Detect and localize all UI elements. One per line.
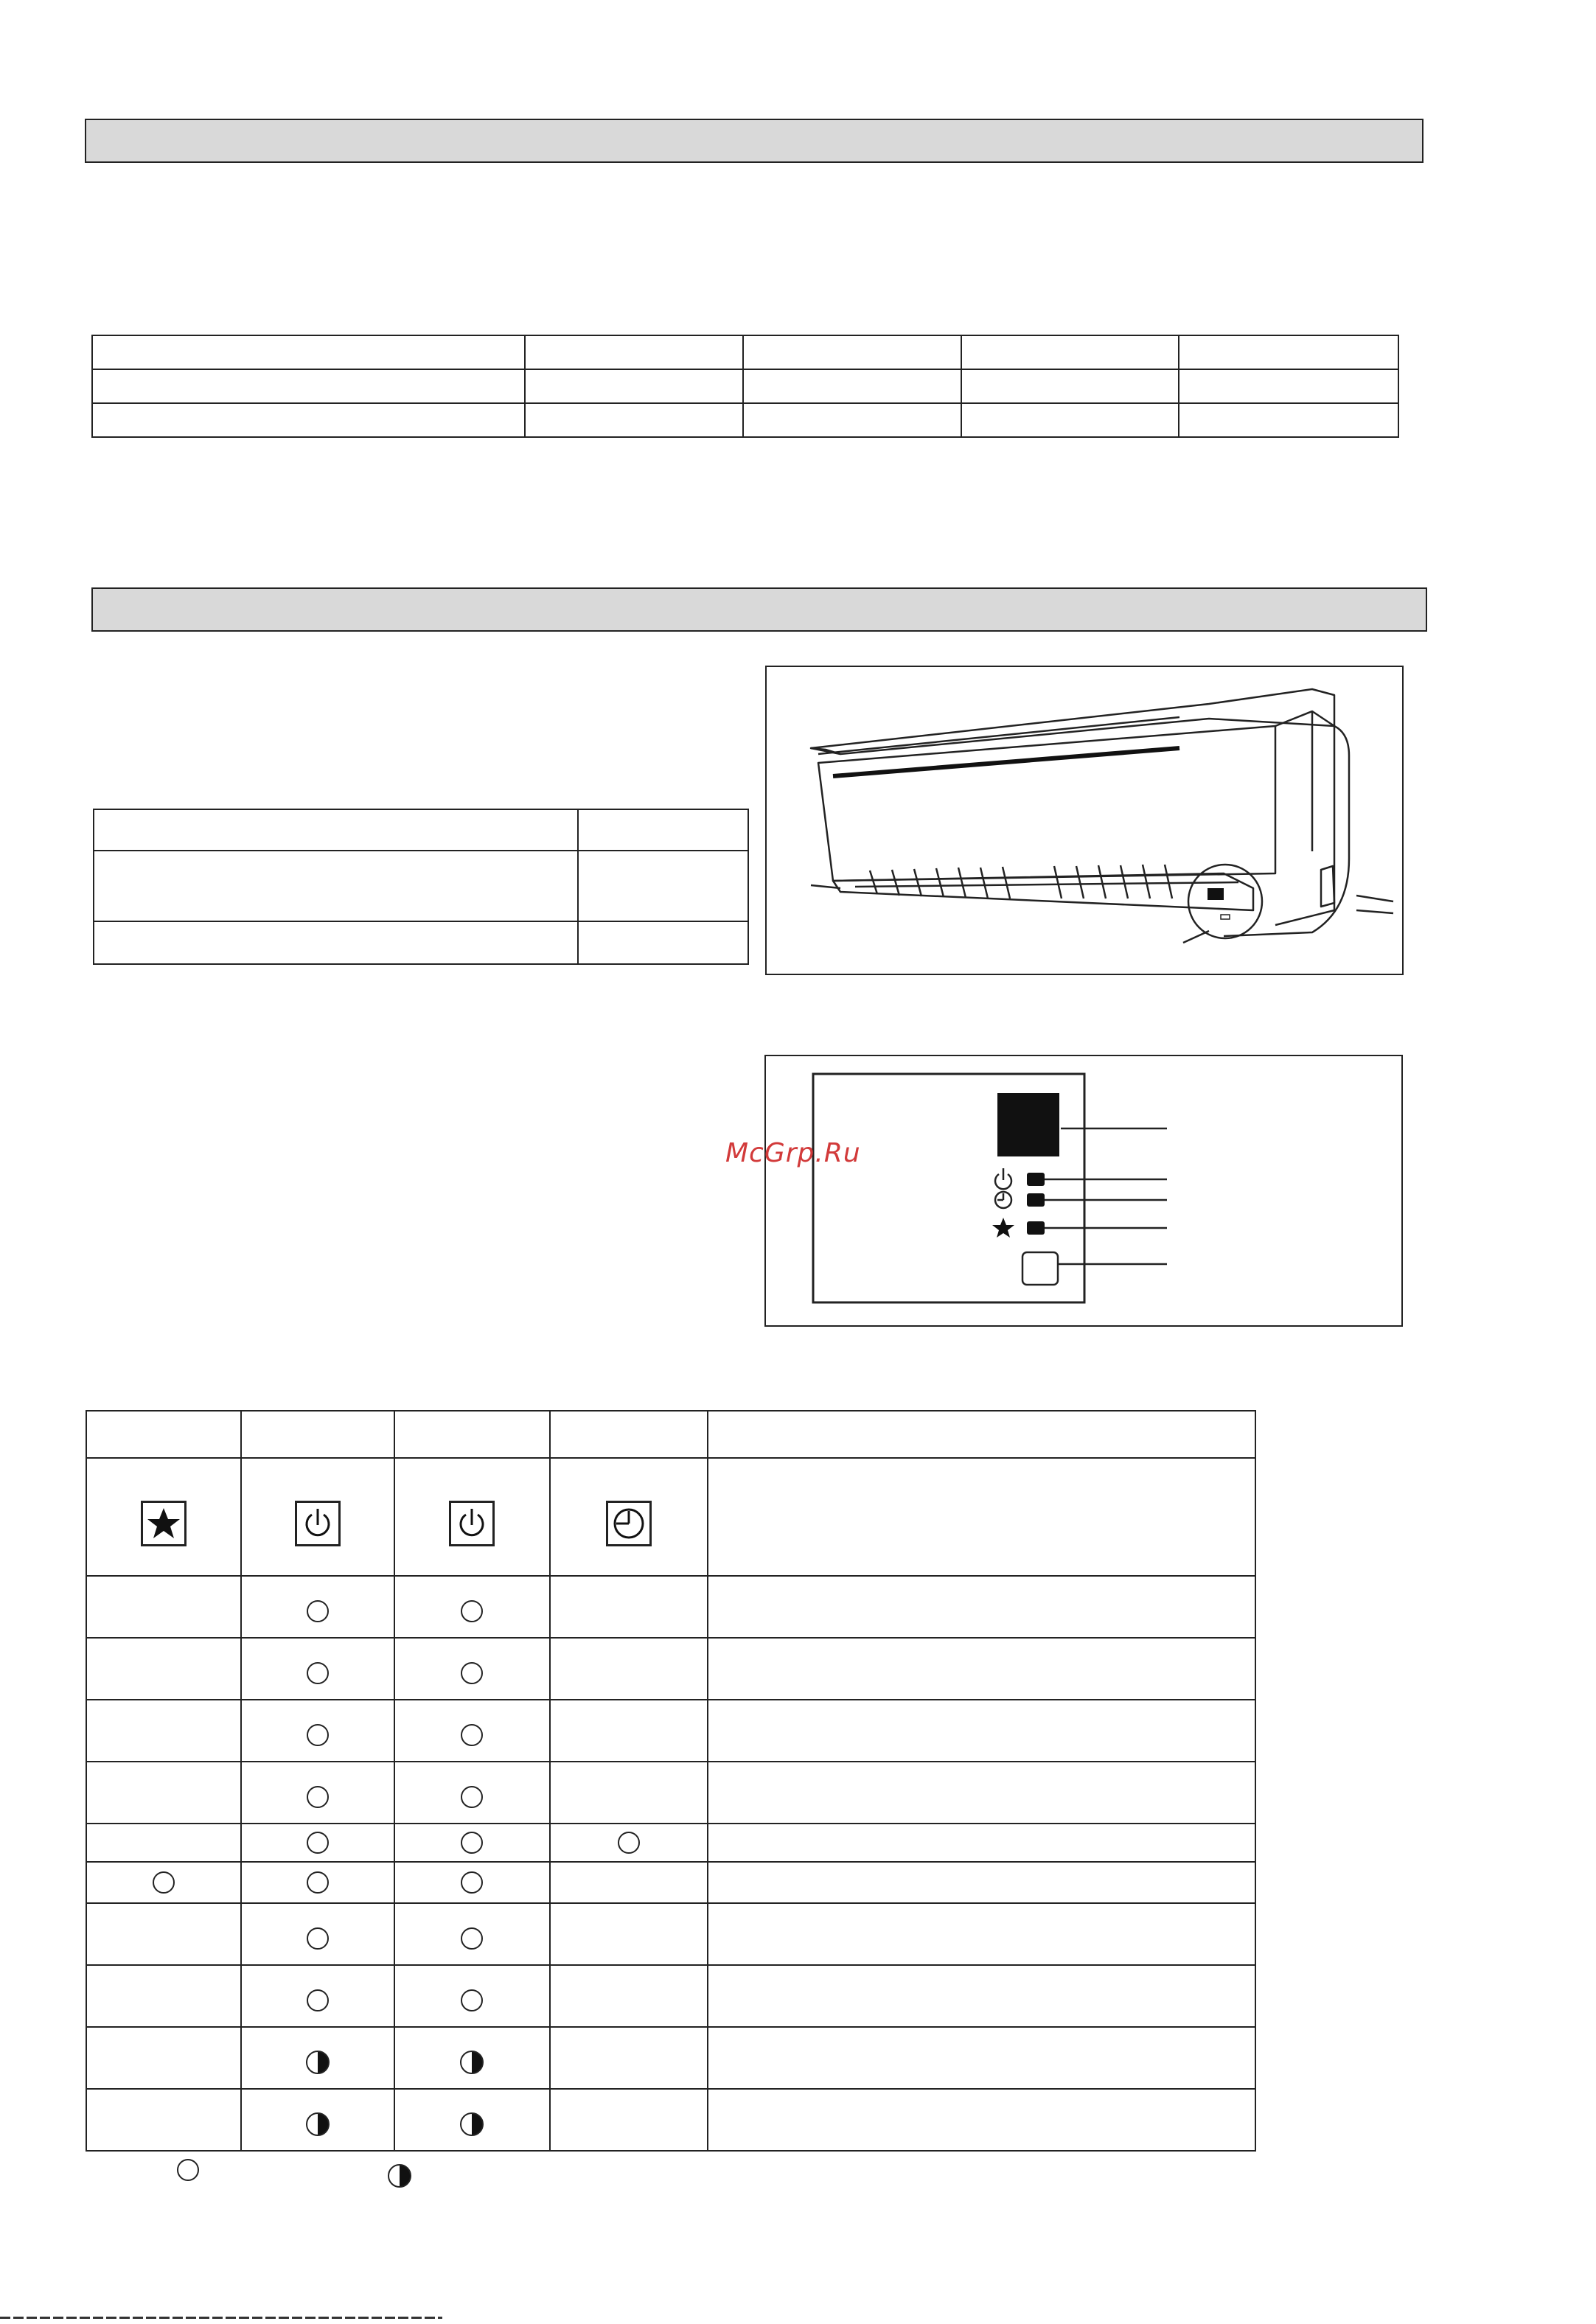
circle-icon <box>307 1871 329 1894</box>
half-circle-icon <box>460 2051 484 2074</box>
legend-circle-icon <box>177 2159 199 2181</box>
footer-rule <box>0 2317 442 2319</box>
star-icon <box>141 1501 187 1546</box>
indicator-lamp-1 <box>1027 1173 1045 1186</box>
section-header-bar-2 <box>91 587 1427 632</box>
circle-icon <box>307 1662 329 1684</box>
table-row <box>94 851 748 921</box>
half-circle-icon <box>306 2112 330 2136</box>
table-row <box>94 809 748 851</box>
table-row <box>86 1700 1255 1762</box>
circle-icon <box>307 1600 329 1622</box>
control-panel-illustration <box>766 1056 1401 1325</box>
circle-icon <box>153 1871 175 1894</box>
circle-icon <box>461 1786 483 1808</box>
small-table <box>93 809 749 965</box>
lamp-table <box>86 1410 1256 2152</box>
display-window-icon <box>1208 888 1224 900</box>
circle-icon <box>461 1832 483 1854</box>
timer-icon <box>606 1501 652 1546</box>
emergency-switch <box>1022 1252 1058 1285</box>
watermark: McGrp.Ru <box>725 1138 861 1168</box>
table-row <box>94 921 748 964</box>
legend-half-circle-icon <box>388 2164 411 2188</box>
circle-icon <box>307 1786 329 1808</box>
control-panel-figure <box>764 1055 1403 1327</box>
indicator-lamp-3 <box>1027 1221 1045 1235</box>
table-row <box>86 1824 1255 1862</box>
air-conditioner-illustration <box>767 667 1402 974</box>
half-circle-icon <box>460 2112 484 2136</box>
circle-icon <box>461 1989 483 2011</box>
half-circle-icon <box>306 2051 330 2074</box>
table-row <box>86 1638 1255 1700</box>
table-row <box>92 403 1398 437</box>
power-icon <box>449 1501 495 1546</box>
table-row <box>86 2089 1255 2151</box>
circle-icon <box>307 1989 329 2011</box>
table-row <box>86 1762 1255 1824</box>
table-row <box>86 2027 1255 2089</box>
circle-icon <box>461 1724 483 1746</box>
indicator-lamp-2 <box>1027 1193 1045 1207</box>
table-row <box>86 1411 1255 1458</box>
circle-icon <box>618 1832 640 1854</box>
circle-icon <box>461 1927 483 1950</box>
table-row <box>86 1903 1255 1965</box>
circle-icon <box>461 1600 483 1622</box>
power-icon <box>295 1501 341 1546</box>
table-row <box>92 369 1398 403</box>
indoor-unit-figure <box>765 666 1404 975</box>
circle-icon <box>307 1724 329 1746</box>
circle-icon <box>461 1662 483 1684</box>
table-row <box>92 335 1398 369</box>
circle-icon <box>307 1927 329 1950</box>
table-row <box>86 1965 1255 2027</box>
table-row <box>86 1576 1255 1638</box>
spec-table <box>91 335 1399 438</box>
receiver-window <box>997 1093 1059 1156</box>
circle-icon <box>461 1871 483 1894</box>
table-row <box>86 1458 1255 1576</box>
circle-icon <box>307 1832 329 1854</box>
table-row <box>86 1862 1255 1903</box>
section-header-bar-1 <box>85 119 1423 163</box>
